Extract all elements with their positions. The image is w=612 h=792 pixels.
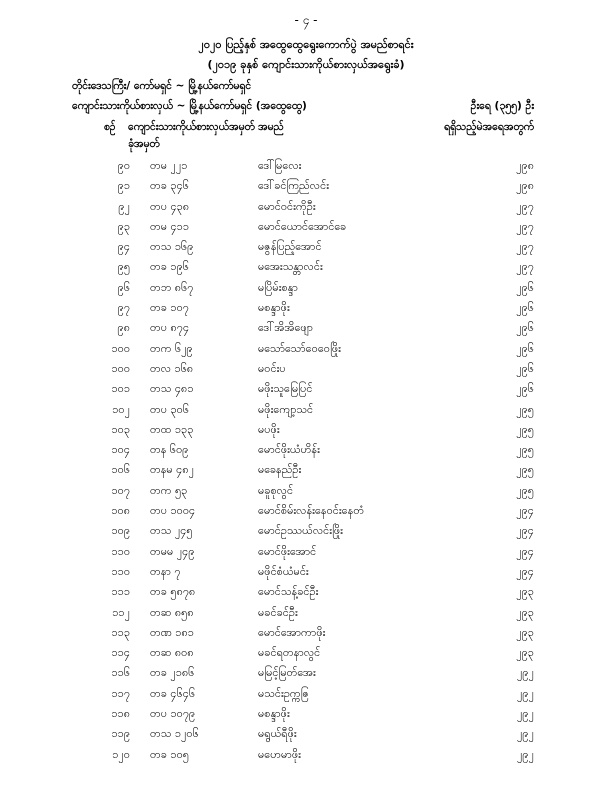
row-name: မဖိုင်စံယံမင်း xyxy=(258,564,309,578)
row-number: ၁၀၈ xyxy=(111,504,130,518)
seats-count: ဦးရေ (၃၅၅) ဦး xyxy=(470,100,534,112)
table-row xyxy=(0,746,612,766)
row-name: မခေနည်ဦး xyxy=(258,463,302,477)
row-registration: တပ ၁၀၀၄ xyxy=(150,504,196,518)
row-registration: တခ ၅၈၇၈ xyxy=(150,585,196,599)
row-registration: တသ ၂၄၅ xyxy=(150,524,193,538)
row-registration: တက ၅၃ xyxy=(150,483,188,497)
row-number: ၉၃ xyxy=(117,219,130,233)
row-name: မစန္ဒာဖိုး xyxy=(258,301,290,315)
row-votes: ၂၉၂ xyxy=(517,686,534,700)
row-number: ၉၄ xyxy=(117,240,130,254)
row-name: မရွယ်ရီဖိုး xyxy=(258,727,297,741)
row-registration: တထ ၁၃၃ xyxy=(150,422,194,436)
row-registration: တသ ၄၈၁ xyxy=(150,382,194,396)
row-votes: ၂၉၃ xyxy=(516,585,534,599)
row-number: ၉၂ xyxy=(118,199,130,213)
row-votes: ၂၉၆ xyxy=(516,301,534,315)
row-name: မောင်ဝင်းကိုဦး xyxy=(258,199,316,213)
row-number: ၁၀၆ xyxy=(111,463,130,477)
row-number: ၁၁၆ xyxy=(111,666,130,680)
row-number: ၉၀ xyxy=(117,159,130,172)
row-votes: ၂၉၂ xyxy=(517,747,534,761)
row-number: ၁၁၈ xyxy=(111,707,130,721)
row-votes: ၂၉၂ xyxy=(517,707,534,721)
row-registration: တခ ၃၄၆ xyxy=(150,179,189,193)
row-name: မဝင်းပ xyxy=(258,361,286,375)
row-votes: ၂၉၅ xyxy=(516,422,534,436)
row-name: မသော်သော်ဝေဝေဖြိုး xyxy=(258,341,341,355)
row-votes: ၂၉၆ xyxy=(516,382,534,396)
row-registration: တခ ၄၆၄၆ xyxy=(150,686,196,700)
row-number: ၉၇ xyxy=(117,301,130,315)
row-registration: တပ ၄၃၈ xyxy=(150,199,190,213)
row-votes: ၂၉၂ xyxy=(517,727,534,741)
row-name: မပြိမ်းစန္ဒာ xyxy=(258,280,298,294)
row-name: မောင်ဖိုးယံဟိန်း xyxy=(258,443,320,457)
row-name: မခင်ရတနာလွင် xyxy=(258,646,321,660)
table-row xyxy=(0,461,612,481)
row-name: မသင်းဥက္ကဇြ xyxy=(258,686,310,700)
row-registration: တမ ၂၂၁ xyxy=(150,159,188,172)
document-subtitle: (၂၀၁၉ ခုနှစ် ကျောင်းသားကိုယ်စားလှယ်အရွေးခံ) xyxy=(207,58,405,71)
column-header-name: အမည် xyxy=(258,121,284,133)
row-votes: ၂၉၈ xyxy=(516,179,534,193)
row-votes: ၂၉၇ xyxy=(516,260,534,274)
row-votes: ၂၉၃ xyxy=(516,646,534,660)
table-row xyxy=(0,218,612,238)
row-name: မောင်ဥဿယ်လင်းဖြိုး xyxy=(258,524,343,538)
row-registration: တခ ၂၁၈၆ xyxy=(150,666,195,680)
table-row xyxy=(0,583,612,603)
row-name: ဒေါ်မြလေး xyxy=(258,159,302,172)
row-name: မဖိုးကျော့သင် xyxy=(258,402,314,416)
row-name: ဒေါ်အိအိဖျော xyxy=(258,321,313,335)
table-row xyxy=(0,258,612,278)
row-number: ၁၁၃ xyxy=(111,625,130,639)
row-registration: တဆ ၈၀၈ xyxy=(150,646,194,660)
row-name: မောင်ဖိုးအောင် xyxy=(258,544,317,558)
row-number: ၁၀၁ xyxy=(111,382,130,396)
column-header-registration: ကျောင်းသားကိုယ်စားလှယ်အမှတ် xyxy=(128,121,255,133)
row-name: မခင်ခင်ဦး xyxy=(258,605,298,619)
row-number: ၁၁၀ xyxy=(111,564,130,578)
row-votes: ၂၉၄ xyxy=(516,504,534,518)
row-registration: တဆ ၈၅၈ xyxy=(150,605,194,619)
row-name: မောင်ယောင်အောင်ခေ xyxy=(258,219,347,233)
row-registration: တပ ၈၇၄ xyxy=(150,321,190,335)
row-number: ၉၁ xyxy=(117,179,130,193)
constituency-line: ကျောင်းသားကိုယ်စားလှယ် ~ မြို့နယ်ကော်မရှင် (အထွေထွေ) xyxy=(72,100,307,112)
table-row xyxy=(0,441,612,461)
row-votes: ၂၉၈ xyxy=(516,159,534,172)
row-name: မပဖိုး xyxy=(258,422,280,436)
row-number: ၁၀၀ xyxy=(111,341,130,355)
row-name: မောင်သန့်ခင်ဦး xyxy=(258,585,319,599)
column-header-number: စဉ် xyxy=(104,121,116,133)
row-number: ၁၁၁ xyxy=(111,585,130,599)
row-name: မစန္ဒာဖိုး xyxy=(258,707,290,721)
row-number: ၁၁၄ xyxy=(111,646,130,660)
table-row xyxy=(0,360,612,380)
table-row xyxy=(0,685,612,705)
table-row xyxy=(0,644,612,664)
page-number: - ၄ - xyxy=(294,13,318,27)
row-registration: တနာ ၇ xyxy=(150,564,181,578)
row-name: မောင်စိမ်းလန်းနေဝင်းနေတံ xyxy=(258,504,365,518)
table-row xyxy=(0,238,612,258)
region-line: တိုင်းဒေသကြီး/ ကော်မရှင် ~ မြို့နယ်ကော်မရှင် xyxy=(72,80,252,92)
row-votes: ၂၉၆ xyxy=(516,321,534,335)
row-votes: ၂၉၇ xyxy=(516,219,534,233)
table-row xyxy=(0,279,612,299)
row-registration: တသ ၁၂၀၆ xyxy=(150,727,199,741)
row-number: ၁၁၀ xyxy=(111,544,130,558)
row-votes: ၂၉၂ xyxy=(517,666,534,680)
table-row xyxy=(0,725,612,745)
row-votes: ၂၉၅ xyxy=(516,483,534,497)
row-number: ၁၀၄ xyxy=(111,443,130,457)
row-name: မဇွန်ပြည့်အောင် xyxy=(258,240,322,254)
table-row xyxy=(0,380,612,400)
row-number: ၁၀၃ xyxy=(111,422,130,436)
row-name: မဟေမာဖိုး xyxy=(258,747,301,761)
row-registration: တမ ၄၁၁ xyxy=(150,219,190,233)
row-registration: တန ၆၀၉ xyxy=(150,443,189,457)
row-name: မမြင့်မြတ်အေး xyxy=(258,666,316,680)
row-votes: ၂၉၆ xyxy=(516,361,534,375)
row-number: ၁၀၇ xyxy=(111,483,130,497)
row-number: ၉၅ xyxy=(117,260,130,274)
row-votes: ၂၉၄ xyxy=(516,564,534,578)
row-name: မောင်အောကာဖိုး xyxy=(258,625,326,639)
row-registration: တခ ၁၉၆ xyxy=(150,260,189,274)
row-registration: တဏ ၁၈၁ xyxy=(150,625,194,639)
table-row xyxy=(0,604,612,624)
row-votes: ၂၉၇ xyxy=(516,240,534,254)
row-number: ၁၀၀ xyxy=(111,361,130,375)
column-header-registration-sub: ခုံအမှတ် xyxy=(128,138,160,150)
document-title: ၂၀၂၀ ပြည့်နှစ် အထွေထွေရွေးကောက်ပွဲ အမည်စာရင်း xyxy=(198,38,414,51)
table-row xyxy=(0,319,612,339)
row-number: ၁၂၀ xyxy=(112,747,130,761)
row-registration: တခ ၁၀၇ xyxy=(150,301,189,315)
row-number: ၁၁၇ xyxy=(111,686,130,700)
row-votes: ၂၉၆ xyxy=(516,280,534,294)
table-row xyxy=(0,664,612,684)
results-list xyxy=(0,157,612,766)
table-row xyxy=(0,543,612,563)
row-registration: တမမ ၂၄၉ xyxy=(150,544,195,558)
column-header-votes: ရရှိသည့်မဲအရေအတွက် xyxy=(444,121,534,133)
row-name: မဖိုးသူမြေပြင် xyxy=(258,382,313,396)
row-number: ၁၀၉ xyxy=(111,524,130,538)
row-votes: ၂၉၄ xyxy=(516,524,534,538)
row-registration: တလ ၁၆၈ xyxy=(150,361,194,375)
row-votes: ၂၉၇ xyxy=(516,199,534,213)
table-row xyxy=(0,482,612,502)
table-row xyxy=(0,502,612,522)
table-row xyxy=(0,157,612,177)
row-registration: တနမ ၄၈၂ xyxy=(150,463,195,477)
row-votes: ၂၉၃ xyxy=(516,605,534,619)
row-registration: တပ ၁၀၇၉ xyxy=(150,707,196,721)
row-registration: တက ၆၂၉ xyxy=(150,341,193,355)
row-votes: ၂၉၃ xyxy=(516,625,534,639)
row-name: ဒေါ်ခင်ကြည်လင်း xyxy=(258,179,329,193)
row-name: မအေးသန္တာလင်း xyxy=(258,260,323,274)
row-number: ၉၈ xyxy=(117,321,130,335)
table-row xyxy=(0,563,612,583)
row-votes: ၂၉၅ xyxy=(516,402,534,416)
row-number: ၉၆ xyxy=(117,280,130,294)
table-row xyxy=(0,624,612,644)
table-row xyxy=(0,705,612,725)
table-row xyxy=(0,198,612,218)
row-votes: ၂၉၅ xyxy=(516,443,534,457)
table-row xyxy=(0,522,612,542)
row-registration: တဘ ၈၆၇ xyxy=(150,280,194,294)
table-row xyxy=(0,299,612,319)
row-name: မခူစုလွင် xyxy=(258,483,294,497)
row-number: ၁၀၂ xyxy=(112,402,130,416)
table-row xyxy=(0,340,612,360)
table-row xyxy=(0,177,612,197)
table-row xyxy=(0,401,612,421)
row-registration: တပ ၃၀၆ xyxy=(150,402,190,416)
table-row xyxy=(0,421,612,441)
row-number: ၁၁၂ xyxy=(112,605,130,619)
row-votes: ၂၉၆ xyxy=(516,341,534,355)
row-registration: တခ ၁၀၅ xyxy=(150,747,189,761)
row-votes: ၂၉၄ xyxy=(516,544,534,558)
row-votes: ၂၉၅ xyxy=(516,463,534,477)
row-number: ၁၁၉ xyxy=(111,727,130,741)
row-registration: တသ ၁၆၉ xyxy=(150,240,194,254)
